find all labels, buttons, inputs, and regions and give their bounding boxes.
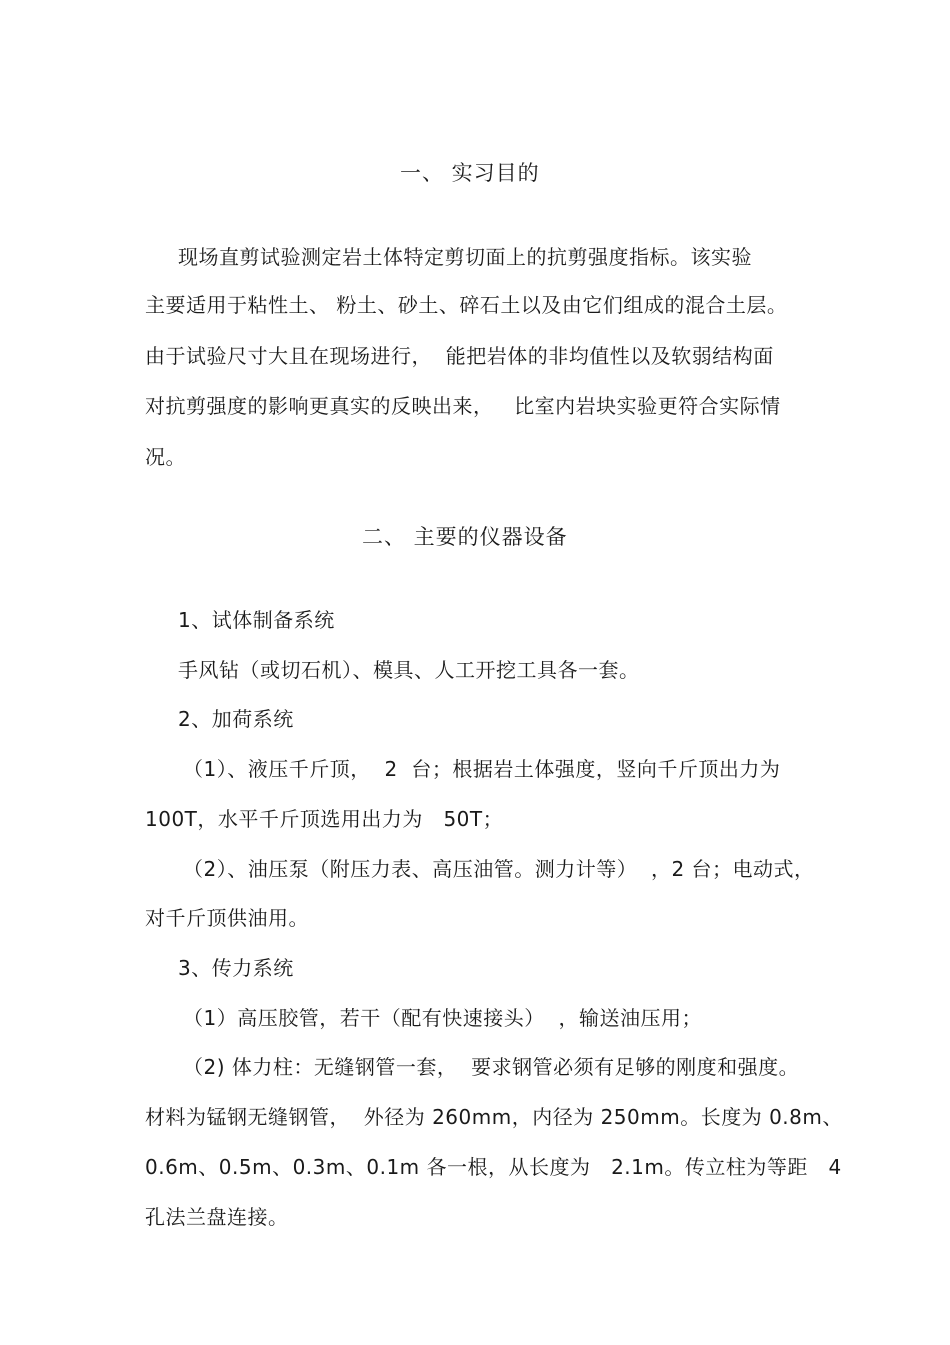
item-line: （1）、液压千斤顶， 2 台；根据岩土体强度，竖向千斤顶出力为 [183,757,781,781]
item-title: 1、试体制备系统 [178,608,335,632]
item-title: 2、加荷系统 [178,707,294,731]
paragraph-line: 况。 [145,445,186,469]
item-line: （2）、油压泵（附压力表、高压油管。测力计等） ，2 台；电动式， [183,857,815,881]
paragraph-line: 对抗剪强度的影响更真实的反映出来， 比室内岩块实验更符合实际情 [145,394,781,418]
item-line: 100T，水平千斤顶选用出力为 50T； [145,807,504,831]
paragraph-line: 现场直剪试验测定岩土体特定剪切面上的抗剪强度指标。该实验 [178,245,752,269]
item-line: 0.6m、0.5m、0.3m、0.1m 各一根，从长度为 2.1m。传立柱为等距 4 [145,1155,842,1179]
item-title: 3、传力系统 [178,956,294,980]
item-line: （1）高压胶管，若干（配有快速接头） ，输送油压用； [183,1006,702,1030]
section-heading-equipment: 二、 主要的仪器设备 [362,525,568,549]
item-line: 材料为锰钢无缝钢管， 外径为 260mm，内径为 250mm。长度为 0.8m、 [145,1105,843,1129]
item-line: 孔法兰盘连接。 [145,1205,289,1229]
item-line: 对千斤顶供油用。 [145,906,309,930]
paragraph-line: 主要适用于粘性土、 粉土、砂土、碎石土以及由它们组成的混合土层。 [145,293,788,317]
paragraph-line: 由于试验尺寸大且在现场进行， 能把岩体的非均值性以及软弱结构面 [145,344,774,368]
section-heading-purpose: 一、 实习目的 [400,161,540,185]
item-line: 手风钻（或切石机）、模具、人工开挖工具各一套。 [178,658,640,682]
item-line: （2) 体力柱：无缝钢管一套， 要求钢管必须有足够的刚度和强度。 [183,1055,800,1079]
